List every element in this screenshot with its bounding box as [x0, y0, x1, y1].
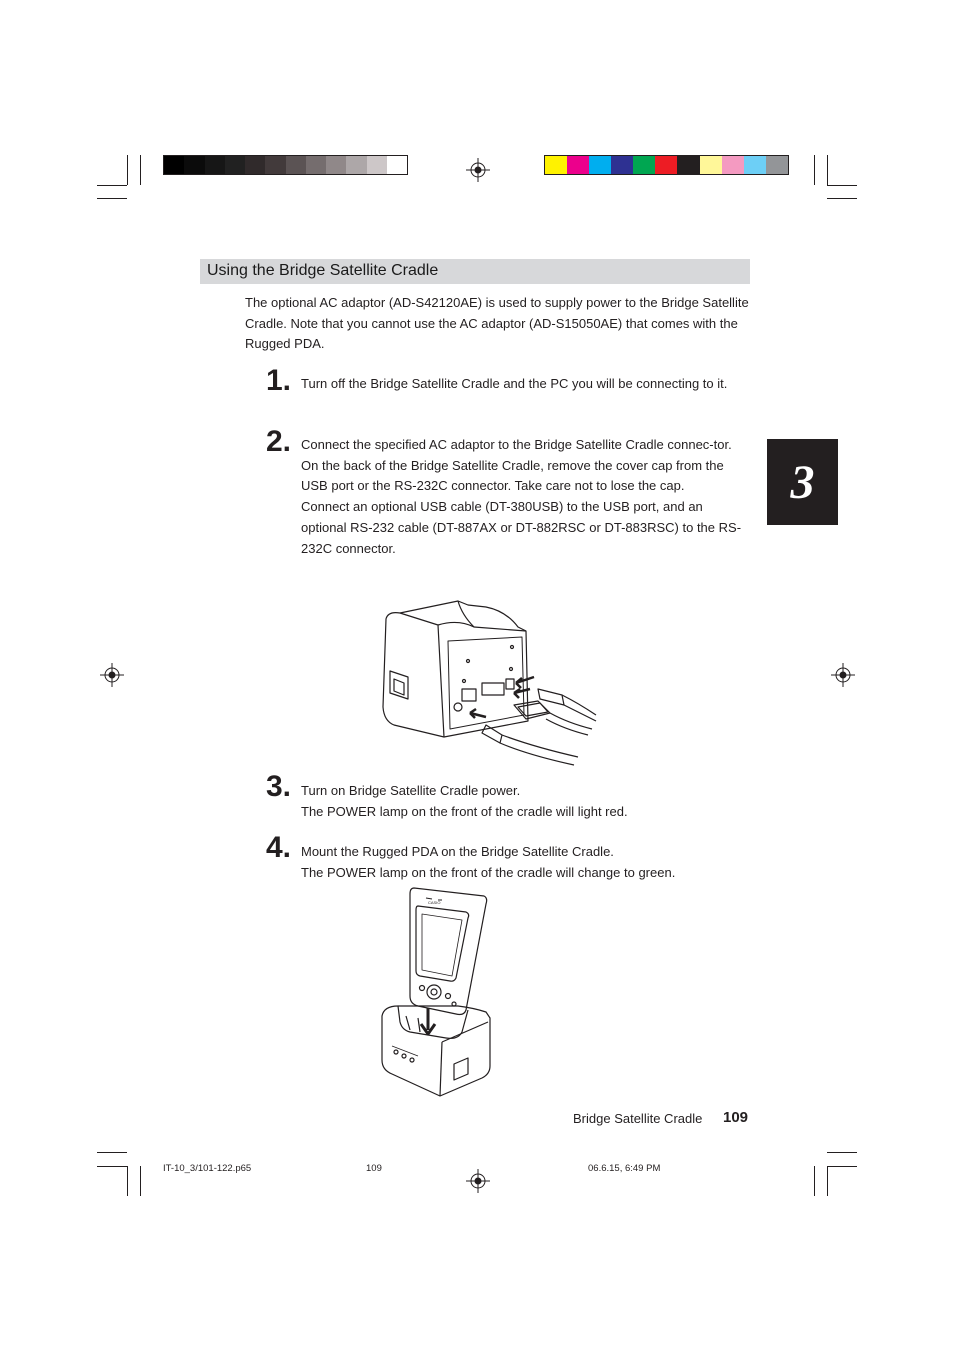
gray-swatch [346, 156, 366, 174]
color-swatch [766, 156, 788, 174]
gray-swatch [164, 156, 184, 174]
color-swatch [677, 156, 699, 174]
gray-swatch [205, 156, 225, 174]
step-line: Connect an optional USB cable (DT-380USB) to the USB port, and an optional RS-232 cable (DT-887AX or DT-882RSC or DT-883RSC) to the RS-232C connector. [301, 499, 742, 556]
color-swatch [611, 156, 633, 174]
color-swatch [633, 156, 655, 174]
process-color-bar [544, 155, 789, 175]
step-line: The POWER lamp on the front of the cradle will change to green. [301, 864, 676, 880]
step-number: 1. [266, 364, 292, 397]
step-line: Turn off the Bridge Satellite Cradle and the PC you will be connecting to it. [301, 376, 728, 391]
color-swatch [700, 156, 722, 174]
gray-swatch [286, 156, 306, 174]
gray-swatch [326, 156, 346, 174]
color-swatch [589, 156, 611, 174]
section-title: Using the Bridge Satellite Cradle [207, 262, 439, 279]
gray-swatch [367, 156, 387, 174]
page-number: 109 [723, 1109, 749, 1126]
step-line: The POWER lamp on the front of the cradle will light red. [301, 803, 628, 819]
gray-swatch [387, 156, 407, 174]
gray-swatch [245, 156, 265, 174]
intro-paragraph: The optional AC adaptor (AD-S42120AE) is used to supply power to the Bridge Satellite Cradle. Note that you cannot use the AC adaptor (AD-S15050AE) that comes with the Rugged PDA. [245, 295, 749, 352]
pda-brand-label: CASIO [428, 900, 441, 905]
pda-mounting-illustration [378, 884, 494, 1100]
step-number: 3. [266, 770, 292, 803]
cradle-connection-illustration [378, 597, 600, 767]
step-number: 4. [266, 831, 292, 864]
color-swatch [545, 156, 567, 174]
footer-section-label: Bridge Satellite Cradle [573, 1111, 703, 1126]
color-swatch [722, 156, 744, 174]
color-swatch [567, 156, 589, 174]
registration-mark-icon [466, 158, 490, 182]
step-text [301, 435, 751, 559]
step-text [301, 781, 751, 822]
step-line: Connect the specified AC adaptor to the Bridge Satellite Cradle connec-tor. [301, 437, 732, 452]
gray-swatch [306, 156, 326, 174]
registration-mark-icon [100, 663, 124, 687]
chapter-tab [767, 439, 838, 525]
step-text [301, 842, 751, 883]
registration-mark-icon [831, 663, 855, 687]
gray-swatch [225, 156, 245, 174]
chapter-number: 3 [790, 456, 815, 509]
slug-timestamp: 06.6.15, 6:49 PM [588, 1163, 661, 1174]
step-text [301, 374, 751, 395]
gray-color-bar [163, 155, 408, 175]
step-line: Mount the Rugged PDA on the Bridge Satellite Cradle. [301, 844, 614, 859]
color-swatch [744, 156, 766, 174]
color-swatch [655, 156, 677, 174]
slug-filename: IT-10_3/101-122.p65 [163, 1163, 252, 1174]
registration-mark-icon [466, 1169, 490, 1193]
step-line: On the back of the Bridge Satellite Cradle, remove the cover cap from the USB port or the RS-232C connector. Take care not to lose the cap. [301, 457, 724, 494]
step-line: Turn on Bridge Satellite Cradle power. [301, 783, 521, 798]
slug-page: 109 [366, 1163, 382, 1174]
gray-swatch [265, 156, 285, 174]
gray-swatch [184, 156, 204, 174]
step-number: 2. [266, 425, 292, 458]
